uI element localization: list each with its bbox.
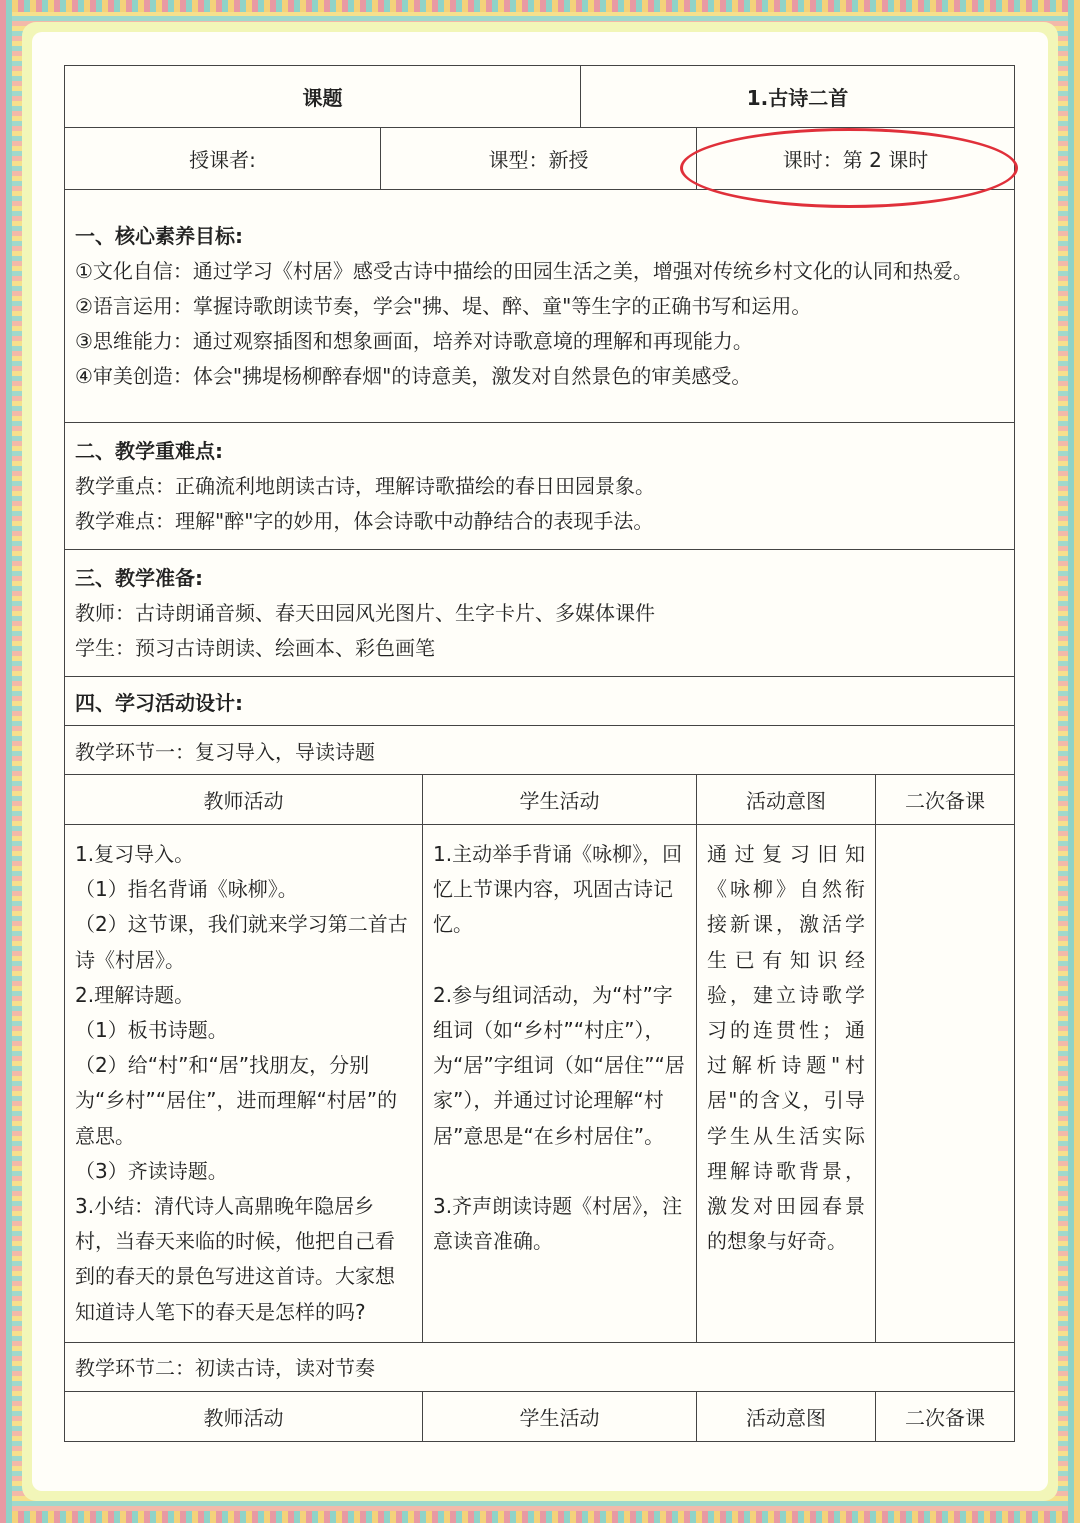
key-point-item: 教学难点：理解"醉"字的妙用，体会诗歌中动静结合的表现手法。 <box>75 508 654 533</box>
student-activity-line: 3.齐声朗读诗题《村居》，注意读音准确。 <box>433 1194 683 1254</box>
goals-heading: 一、核心素养目标: <box>75 223 243 248</box>
lesson-period: 课时：第 2 课时 <box>697 128 1015 190</box>
teacher-activity-line: （1）指名背诵《咏柳》。 <box>75 877 298 902</box>
student-activity-line: 1.主动举手背诵《咏柳》，回忆上节课内容，巩固古诗记忆。 <box>433 842 683 937</box>
key-points-section <box>65 423 1015 550</box>
col-teacher-activity: 教师活动 <box>65 775 423 825</box>
lesson-plan-table <box>64 65 1015 1442</box>
second-prep-cell <box>876 825 1015 1343</box>
activity-intent-cell <box>697 825 876 1343</box>
teacher-activity-line: 3.小结：清代诗人高鼎晚年隐居乡村，当春天来临的时候，他把自己看到的春天的景色写进这首诗。大家想知道诗人笔下的春天是怎样的吗? <box>75 1194 395 1324</box>
student-activity-line: 2.参与组词活动，为“村”字组词（如“乡村”“村庄”），为“居”字组词（如“居住”“居家”），并通过讨论理解“村居”意思是“在乡村居住”。 <box>433 982 685 1148</box>
key-points-heading: 二、教学重难点: <box>75 438 223 463</box>
topic-row <box>65 66 1015 128</box>
lesson-type: 课型：新授 <box>381 128 697 190</box>
teacher-label: 授课者: <box>65 128 381 190</box>
teacher-activity-cell <box>65 825 423 1343</box>
section1-content-row <box>65 825 1015 1343</box>
section2-column-header-row <box>65 1391 1015 1441</box>
topic-label: 课题 <box>65 66 581 128</box>
col-second-prep: 二次备课 <box>876 1391 1015 1441</box>
col-activity-intent: 活动意图 <box>697 1391 876 1441</box>
student-activity-cell <box>423 825 697 1343</box>
section2-title-row <box>65 1342 1015 1391</box>
section2-title: 教学环节二：初读古诗，读对节奏 <box>65 1342 1015 1391</box>
activities-heading-row <box>65 677 1015 726</box>
teacher-activity-line: （2）这节课，我们就来学习第二首古诗《村居》。 <box>75 912 408 972</box>
student-activity-spacer <box>433 943 686 978</box>
teacher-activity-line: （2）给“村”和“居”找朋友，分别为“乡村”“居住”，进而理解“村居”的意思。 <box>75 1053 398 1148</box>
teacher-activity-line: 2.理解诗题。 <box>75 982 195 1007</box>
meta-row <box>65 128 1015 190</box>
goal-item: ②语言运用：掌握诗歌朗读节奏，学会"拂、堤、醉、童"等生字的正确书写和运用。 <box>75 293 812 318</box>
col-teacher-activity: 教师活动 <box>65 1391 423 1441</box>
key-point-item: 教学重点：正确流利地朗读古诗，理解诗歌描绘的春日田园景象。 <box>75 473 655 498</box>
topic-value: 1.古诗二首 <box>581 66 1015 128</box>
goal-item: ③思维能力：通过观察插图和想象画面，培养对诗歌意境的理解和再现能力。 <box>75 328 753 353</box>
section1-title-row <box>65 726 1015 775</box>
preparation-section <box>65 550 1015 677</box>
goal-item: ①文化自信：通过学习《村居》感受古诗中描绘的田园生活之美，增强对传统乡村文化的认同和热爱。 <box>75 258 973 283</box>
key-points-row <box>65 423 1015 550</box>
goals-section <box>65 190 1015 423</box>
preparation-item: 教师：古诗朗诵音频、春天田园风光图片、生字卡片、多媒体课件 <box>75 600 655 625</box>
student-activity-spacer <box>433 1154 686 1189</box>
activity-intent-text: 通过复习旧知《咏柳》自然衔接新课，激活学生已有知识经验，建立诗歌学习的连贯性；通过解析诗题"村居"的含义，引导学生从生活实际理解诗歌背景，激发对田园春景的想象与好奇。 <box>707 842 866 1254</box>
col-activity-intent: 活动意图 <box>697 775 876 825</box>
teacher-activity-line: （3）齐读诗题。 <box>75 1158 228 1183</box>
section1-column-header-row <box>65 775 1015 825</box>
col-student-activity: 学生活动 <box>423 775 697 825</box>
preparation-item: 学生：预习古诗朗读、绘画本、彩色画笔 <box>75 635 435 660</box>
teacher-activity-line: （1）板书诗题。 <box>75 1018 228 1043</box>
col-second-prep: 二次备课 <box>876 775 1015 825</box>
section1-title: 教学环节一：复习导入，导读诗题 <box>65 726 1015 775</box>
teacher-activity-line: 1.复习导入。 <box>75 842 195 866</box>
preparation-heading: 三、教学准备: <box>75 565 203 590</box>
col-student-activity: 学生活动 <box>423 1391 697 1441</box>
preparation-row <box>65 550 1015 677</box>
goals-row <box>65 190 1015 423</box>
goal-item: ④审美创造：体会"拂堤杨柳醉春烟"的诗意美，激发对自然景色的审美感受。 <box>75 363 752 388</box>
activities-heading: 四、学习活动设计: <box>65 677 1015 726</box>
